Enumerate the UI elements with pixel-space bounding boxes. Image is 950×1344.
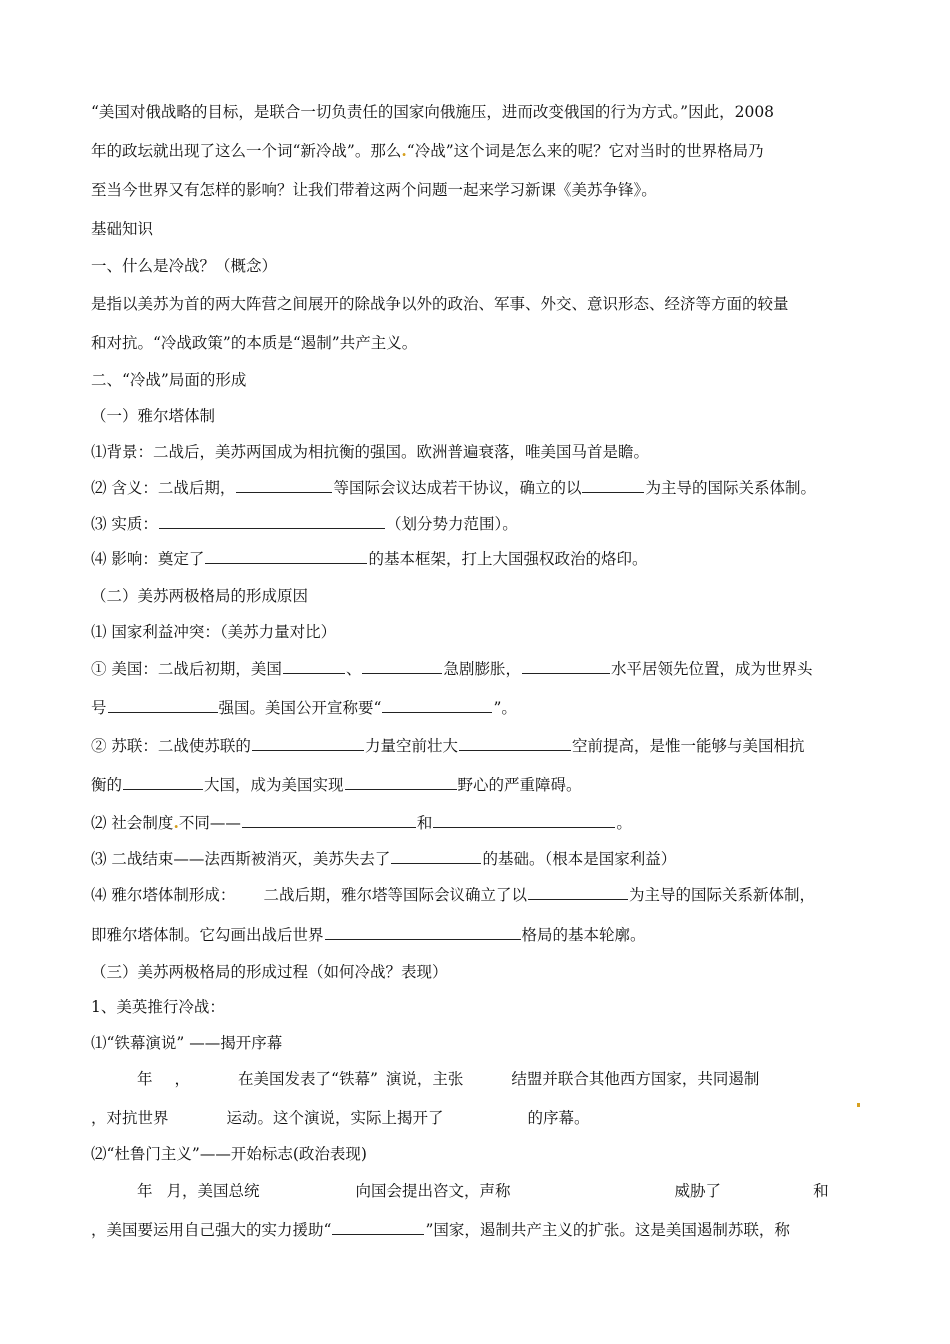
text: （一）雅尔塔体制	[91, 407, 216, 425]
text: 结盟并联合其他西方国家，共同遏制	[511, 1070, 760, 1088]
text: 强国。美国公开宣称要“	[218, 699, 382, 717]
process-heading	[91, 962, 871, 982]
text: （三）美苏两极格局的形成过程（如何冷战？表现）	[91, 963, 448, 981]
text: 为主导的国际关系新体制，	[628, 886, 815, 904]
text: 野心的严重障碍。	[457, 776, 582, 794]
text: ⑶ 二战结束——法西斯被消灭，美苏失去了	[91, 850, 391, 868]
yalta-meaning	[91, 478, 871, 498]
yalta-background	[91, 442, 871, 462]
text: 在美国发表了“铁幕”	[238, 1070, 378, 1088]
intro-line-1	[91, 102, 871, 122]
text: ，美国要运用自己强大的实力援助“	[91, 1221, 332, 1239]
text: 二、“冷战”局面的形成	[91, 371, 247, 389]
cause-4-line-2	[91, 925, 871, 945]
text: （划分势力范围）。	[385, 515, 518, 533]
text: 的序幕。	[527, 1109, 590, 1127]
text: 水平居领先位置，成为世界头	[610, 660, 813, 678]
iron-curtain-line-1	[137, 1069, 827, 1089]
truman-title	[91, 1144, 871, 1164]
text: ⑵ 含义：二战后期，	[91, 479, 236, 497]
fill-blank[interactable]	[205, 549, 367, 564]
section-2-heading	[91, 370, 871, 390]
highlight-mark: .	[401, 141, 407, 160]
text: 一、什么是冷战？（概念）	[91, 257, 278, 275]
text: ⑴背景：二战后，美苏两国成为相抗衡的强国。欧洲普遍衰落，唯美国马首是瞻。	[91, 443, 650, 461]
cause-4-line-1	[91, 885, 871, 905]
text: （二）美苏两极格局的形成原因	[91, 587, 309, 605]
fill-blank[interactable]	[362, 659, 442, 674]
text: 衡的	[91, 776, 123, 794]
text: 和	[416, 814, 433, 832]
fill-blank[interactable]	[252, 736, 364, 751]
text: 演说，主张	[385, 1070, 464, 1088]
text: ⑴“铁幕演说” ——揭开序幕	[91, 1034, 283, 1052]
us-line-1	[91, 659, 871, 679]
text: “美国对俄战略的目标，是联合一切负责任的国家向俄施压，进而改变俄国的行为方式。”因此，2008	[91, 103, 775, 121]
text: ② 苏联：二战使苏联的	[91, 737, 251, 755]
basics-heading	[91, 219, 871, 239]
highlight-mark	[857, 1103, 860, 1107]
section-1-heading	[91, 256, 871, 276]
text: 即雅尔塔体制。它勾画出战后世界	[91, 926, 324, 944]
text: 的基础。（根本是国家利益）	[482, 850, 677, 868]
fill-blank[interactable]	[332, 1220, 424, 1235]
truman-line-1	[137, 1181, 857, 1201]
section-1-line-1	[91, 294, 871, 314]
yalta-essence	[91, 514, 871, 534]
causes-heading	[91, 586, 871, 606]
text: ，对抗世界	[91, 1109, 169, 1127]
yalta-heading	[91, 406, 871, 426]
intro-line-2	[91, 141, 871, 161]
text: “冷战”这个词是怎么来的呢？它对当时的世界格局乃	[406, 142, 764, 160]
text: ⑶ 实质：	[91, 515, 158, 533]
truman-line-2	[91, 1220, 871, 1240]
text: ⑵ 社会制度	[91, 814, 174, 832]
su-line-1	[91, 736, 871, 756]
text: ⑷ 影响：奠定了	[91, 550, 205, 568]
highlight-mark: .	[173, 813, 179, 832]
text: 月，美国总统	[166, 1182, 260, 1200]
iron-curtain-line-2	[91, 1108, 871, 1128]
cause-2	[91, 813, 871, 833]
fill-blank[interactable]	[242, 813, 416, 828]
text: 运动。这个演说，实际上揭开了	[226, 1109, 444, 1127]
text: 1、美英推行冷战：	[91, 998, 225, 1016]
su-line-2	[91, 775, 871, 795]
text: 格局的基本轮廓。	[521, 926, 646, 944]
text: 是指以美苏为首的两大阵营之间展开的除战争以外的政治、军事、外交、意识形态、经济等方面的较量	[91, 295, 789, 313]
fill-blank[interactable]	[345, 775, 457, 790]
text: 威胁了	[674, 1182, 722, 1200]
text: 的基本框架，打上大国强权政治的烙印。	[368, 550, 648, 568]
intro-line-3	[91, 180, 871, 200]
text: ⑵“杜鲁门主义”——开始标志(政治表现)	[91, 1145, 367, 1163]
fill-blank[interactable]	[528, 885, 628, 900]
us-line-2	[91, 698, 871, 718]
text: 不同——	[178, 814, 241, 832]
text: ，	[174, 1070, 191, 1088]
text: 、	[345, 660, 362, 678]
fill-blank[interactable]	[459, 736, 571, 751]
fill-blank[interactable]	[123, 775, 203, 790]
text: 基础知识	[91, 220, 154, 238]
text: 和	[813, 1182, 829, 1200]
fill-blank[interactable]	[391, 849, 481, 864]
text: 向国会提出咨文，声称	[355, 1182, 511, 1200]
text: ⑴ 国家利益冲突：（美苏力量对比）	[91, 623, 337, 641]
text: 年	[137, 1070, 153, 1088]
text: ”国家，遏制共产主义的扩张。这是美国遏制苏联，称	[425, 1221, 790, 1239]
text: 等国际会议达成若干协议，确立的以	[333, 479, 582, 497]
cause-1	[91, 622, 871, 642]
cause-3	[91, 849, 871, 869]
fill-blank[interactable]	[433, 813, 615, 828]
text: 急剧膨胀，	[443, 660, 521, 678]
text: ① 美国：二战后初期，美国	[91, 660, 282, 678]
text: ⑷ 雅尔塔体制形成：	[91, 886, 236, 904]
yalta-impact	[91, 549, 871, 569]
fill-blank[interactable]	[522, 659, 610, 674]
process-subheading	[91, 997, 871, 1017]
text: 为主导的国际关系体制。	[645, 479, 816, 497]
fill-blank[interactable]	[283, 659, 345, 674]
text: 年	[137, 1182, 153, 1200]
section-1-line-2	[91, 333, 871, 353]
text: 力量空前壮大	[364, 737, 458, 755]
fill-blank[interactable]	[159, 514, 385, 529]
text: 。	[616, 814, 632, 832]
text: 号	[91, 699, 107, 717]
text: 至当今世界又有怎样的影响？让我们带着这两个问题一起来学习新课《美苏争锋》。	[91, 181, 657, 199]
text: 空前提高，是惟一能够与美国相抗	[571, 737, 805, 755]
text: 年的政坛就出现了这么一个词“新冷战”。那么	[91, 142, 402, 160]
text: 和对抗。“冷战政策”的本质是“遏制”共产主义。	[91, 334, 418, 352]
text: ”。	[493, 699, 517, 717]
fill-blank[interactable]	[382, 698, 492, 713]
iron-curtain-title	[91, 1033, 871, 1053]
fill-blank[interactable]	[108, 698, 218, 713]
text: 大国，成为美国实现	[204, 776, 344, 794]
fill-blank[interactable]	[325, 925, 521, 940]
fill-blank[interactable]	[236, 478, 332, 493]
text: 二战后期，雅尔塔等国际会议确立了以	[263, 886, 527, 904]
fill-blank[interactable]	[582, 478, 644, 493]
